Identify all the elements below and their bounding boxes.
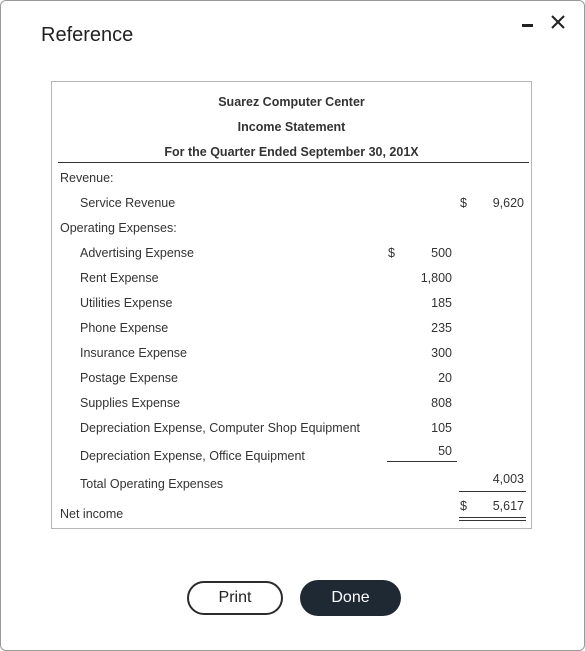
- expense-row: [52, 346, 531, 364]
- expense-amount: 1,800: [420, 271, 452, 285]
- expense-label: Rent Expense: [80, 271, 159, 285]
- expense-row: [52, 371, 531, 389]
- net-income-amount: 5,617: [492, 499, 524, 513]
- net-income-label: Net income: [60, 507, 124, 521]
- service-revenue-row: [52, 196, 531, 214]
- expense-row: [52, 396, 531, 414]
- expense-amount: 105: [431, 421, 452, 435]
- expense-amount: 50: [438, 444, 452, 458]
- expense-row: [52, 271, 531, 289]
- service-revenue-amount: 9,620: [492, 196, 524, 210]
- expense-amount: 185: [431, 296, 452, 310]
- dialog-title: Reference: [41, 24, 134, 46]
- net-income-double-rule-top: [459, 517, 526, 518]
- minimize-icon[interactable]: [520, 14, 536, 30]
- expense-label: Phone Expense: [80, 321, 169, 335]
- expense-amount: 20: [438, 371, 452, 385]
- total-opex-amount: 4,003: [492, 472, 524, 486]
- service-revenue-currency: $: [460, 196, 467, 210]
- expense-amount: 500: [431, 246, 452, 260]
- net-income-currency: $: [460, 499, 467, 513]
- expense-label: Depreciation Expense, Office Equipment: [80, 449, 305, 463]
- expense-row: [52, 444, 531, 462]
- header-underline: [58, 162, 529, 163]
- expense-amount: 300: [431, 346, 452, 360]
- expense-amount: 808: [431, 396, 452, 410]
- expense-label: Depreciation Expense, Computer Shop Equipment: [80, 421, 361, 435]
- expense-label: Utilities Expense: [80, 296, 173, 310]
- expense-amount: 235: [431, 321, 452, 335]
- expense-label: Insurance Expense: [80, 346, 188, 360]
- total-rule: [459, 491, 526, 492]
- print-button[interactable]: Print: [187, 581, 283, 615]
- expense-row: [52, 296, 531, 314]
- done-button[interactable]: Done: [300, 580, 401, 616]
- revenue-heading-row: [52, 171, 531, 189]
- service-revenue-label: Service Revenue: [80, 196, 176, 210]
- statement-name: Income Statement: [237, 120, 346, 134]
- net-income-row: [52, 499, 531, 521]
- subtotal-rule: [387, 461, 457, 462]
- income-statement-panel: [51, 81, 532, 529]
- total-opex-label: Total Operating Expenses: [80, 477, 224, 491]
- expense-label: Advertising Expense: [80, 246, 194, 260]
- close-icon[interactable]: [548, 12, 568, 32]
- opex-heading-row: [52, 221, 531, 239]
- total-opex-row: [52, 472, 531, 490]
- expense-row: [52, 321, 531, 339]
- expense-row: [52, 246, 531, 264]
- opex-heading: Operating Expenses:: [60, 221, 177, 235]
- expense-label: Supplies Expense: [80, 396, 181, 410]
- expense-label: Postage Expense: [80, 371, 178, 385]
- statement-period: For the Quarter Ended September 30, 201X: [164, 145, 419, 159]
- revenue-heading: Revenue:: [60, 171, 114, 185]
- net-income-double-rule-bottom: [459, 520, 526, 521]
- company-name: Suarez Computer Center: [218, 95, 365, 109]
- expense-currency: $: [388, 246, 395, 260]
- expense-row: [52, 421, 531, 439]
